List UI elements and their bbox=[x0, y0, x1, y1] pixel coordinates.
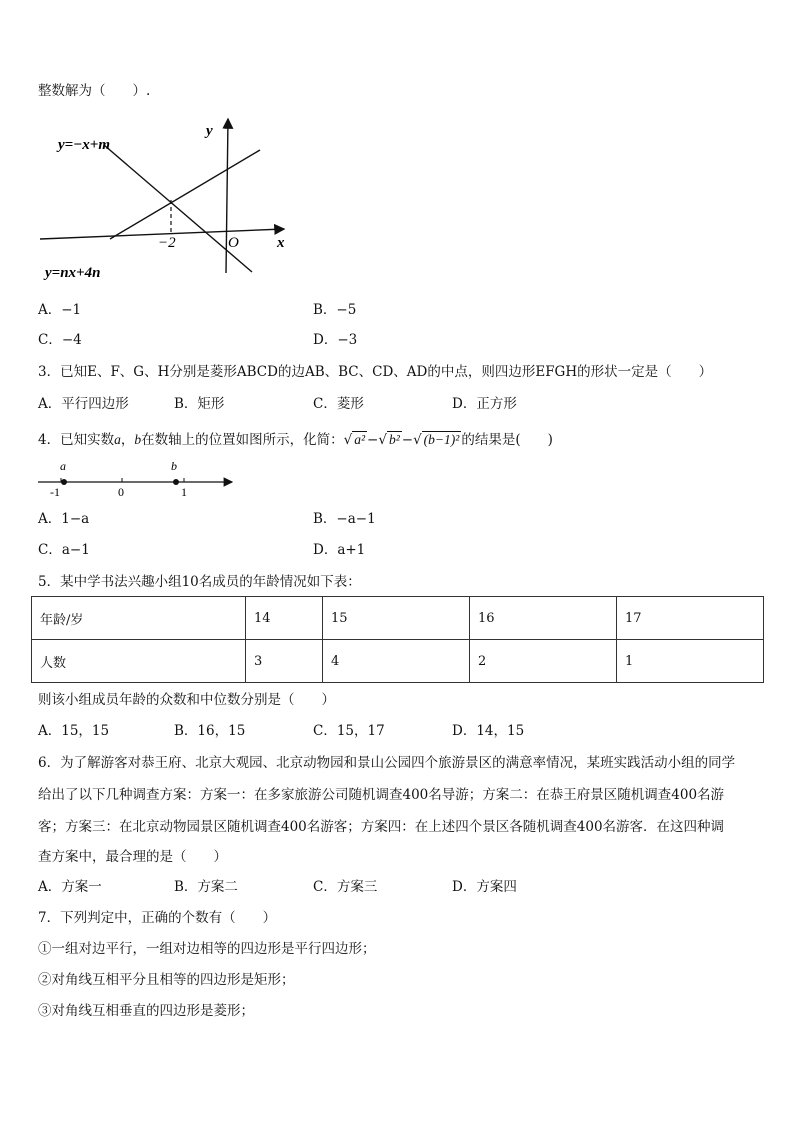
sqrt-a2: a² bbox=[354, 432, 366, 447]
q3-option-d: D．正方形 bbox=[452, 396, 517, 412]
line-neg-x-plus-m bbox=[104, 145, 252, 272]
table-cell: 16 bbox=[470, 597, 617, 640]
tick-0: 0 bbox=[118, 485, 124, 499]
q6-line-2: 给出了以下几种调查方案：方案一：在多家旅游公司随机调查400名导游；方案二：在恭王府景区随机调查400名游 bbox=[38, 787, 725, 803]
age-table bbox=[31, 596, 764, 683]
q6-option-b: B．方案二 bbox=[174, 879, 238, 895]
graph-y-label: y bbox=[206, 123, 213, 139]
q6-line-4: 查方案中，最合理的是（ ） bbox=[38, 849, 227, 865]
q4-stem: 4．已知实数a，b在数轴上的位置如图所示，化简：√ a² −√ b² −√ (b−1)² 的结果是( ) bbox=[38, 432, 553, 448]
q5-option-d: D．14，15 bbox=[452, 723, 525, 739]
q4-option-b: B．−a−1 bbox=[313, 511, 376, 527]
table-cell: 15 bbox=[323, 597, 470, 640]
table-cell: 4 bbox=[323, 640, 470, 683]
q4-option-c: C．a−1 bbox=[38, 542, 90, 558]
tick-1: 1 bbox=[181, 485, 187, 499]
q6-option-c: C．方案三 bbox=[313, 879, 378, 895]
table-cell: 2 bbox=[470, 640, 617, 683]
q2-stem-tail: 整数解为（ ）. bbox=[38, 83, 151, 99]
q4-option-a: A．1−a bbox=[38, 511, 90, 527]
q7-item-3: ③对角线互相垂直的四边形是菱形； bbox=[38, 1003, 254, 1019]
point-b bbox=[173, 479, 179, 485]
q7-item-1: ①一组对边平行，一组对边相等的四边形是平行四边形； bbox=[38, 941, 376, 957]
q2-option-c: C．−4 bbox=[38, 332, 82, 348]
point-a bbox=[61, 479, 67, 485]
q7-item-2: ②对角线互相平分且相等的四边形是矩形； bbox=[38, 972, 295, 988]
q3-option-c: C．菱形 bbox=[313, 396, 364, 412]
table-cell: 3 bbox=[246, 640, 323, 683]
graph-label-line2: y=nx+4n bbox=[45, 265, 101, 281]
graph-tick-neg2: −2 bbox=[158, 235, 176, 251]
q3-option-b: B．矩形 bbox=[174, 396, 225, 412]
q5-stem: 5．某中学书法兴趣小组10名成员的年龄情况如下表： bbox=[38, 574, 361, 590]
label-b: b bbox=[171, 459, 177, 473]
tick-neg1: -1 bbox=[50, 485, 60, 499]
q5-option-c: C．15，17 bbox=[313, 723, 385, 739]
table-cell: 年龄/岁 bbox=[32, 597, 246, 640]
q2-option-a: A．−1 bbox=[38, 302, 82, 318]
table-row bbox=[32, 640, 764, 683]
q3-stem: 3．已知E、F、G、H分别是菱形ABCD的边AB、BC、CD、AD的中点，则四边形EFGH的形状一定是（ ） bbox=[38, 364, 713, 380]
sqrt-b2: b² bbox=[388, 432, 400, 447]
q2-graph bbox=[40, 115, 300, 285]
table-cell: 14 bbox=[246, 597, 323, 640]
label-a: a bbox=[60, 459, 66, 473]
q5-option-a: A．15，15 bbox=[38, 723, 110, 739]
q5-option-b: B．16，15 bbox=[174, 723, 246, 739]
graph-label-line1: y=−x+m bbox=[58, 137, 111, 153]
q6-option-a: A．方案一 bbox=[38, 879, 102, 895]
sqrt-b-minus-1-sq: (b−1)² bbox=[423, 432, 460, 447]
table-row bbox=[32, 597, 764, 640]
q4-option-d: D．a+1 bbox=[313, 542, 366, 558]
q5-question: 则该小组成员年龄的众数和中位数分别是（ ） bbox=[38, 692, 335, 708]
graph-origin: O bbox=[228, 235, 239, 251]
graph-x-label: x bbox=[277, 235, 285, 251]
q6-option-d: D．方案四 bbox=[452, 879, 517, 895]
q3-option-a: A．平行四边形 bbox=[38, 396, 129, 412]
q2-option-d: D．−3 bbox=[313, 332, 358, 348]
q2-option-b: B．−5 bbox=[313, 302, 357, 318]
q6-line-3: 客；方案三：在北京动物园景区随机调查400名游客；方案四：在上述四个景区各随机调查400名游客．在这四种调 bbox=[38, 819, 725, 835]
q4-number-line bbox=[36, 457, 236, 499]
q6-line-1: 6．为了解游客对恭王府、北京大观园、北京动物园和景山公园四个旅游景区的满意率情况，某班实践活动小组的同学 bbox=[38, 755, 736, 771]
table-cell: 1 bbox=[617, 640, 764, 683]
line-nx-plus-4n bbox=[110, 150, 260, 239]
q7-stem: 7．下列判定中，正确的个数有（ ） bbox=[38, 910, 277, 926]
table-cell: 17 bbox=[617, 597, 764, 640]
table-cell: 人数 bbox=[32, 640, 246, 683]
